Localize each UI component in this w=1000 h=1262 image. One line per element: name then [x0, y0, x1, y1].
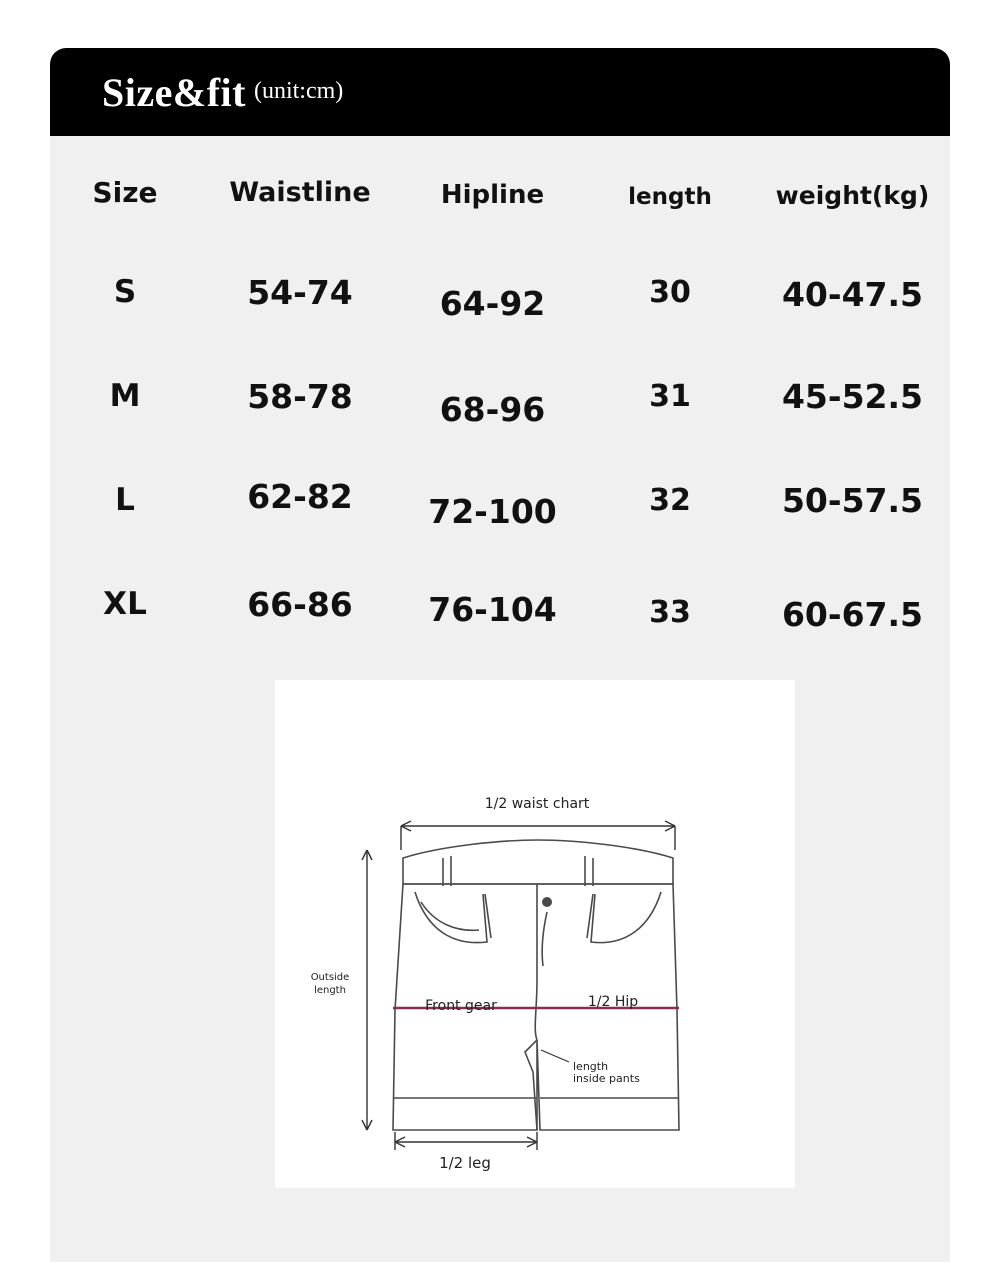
- inside-length-leader: [541, 1050, 569, 1062]
- label-half-leg: 1/2 leg: [439, 1154, 491, 1172]
- fly-seam: [535, 884, 537, 1040]
- cell-weight: 50-57.5: [781, 480, 924, 520]
- right-pocket: [591, 892, 661, 943]
- cell-weight: 45-52.5: [781, 376, 924, 416]
- waist-measure-arrow: [401, 821, 675, 850]
- cell-length: 33: [649, 594, 691, 630]
- cell-hipline: 76-104: [428, 589, 557, 629]
- cell-length: 31: [649, 378, 691, 414]
- cell-hipline: 68-96: [439, 389, 546, 429]
- half-leg-arrow: [395, 1132, 537, 1150]
- column-header-hipline: Hipline: [440, 180, 545, 210]
- label-outside-length: Outside: [310, 972, 350, 983]
- cell-waistline: 54-74: [247, 272, 353, 312]
- cell-waistline: 66-86: [247, 584, 353, 624]
- fly-stitch: [542, 912, 547, 966]
- column-header-length: length: [628, 184, 712, 210]
- column-header-size: Size: [92, 175, 158, 209]
- measurement-diagram: [275, 680, 795, 1188]
- diagram-labels: [311, 796, 640, 1172]
- table-row: [50, 344, 950, 448]
- cell-waistline: 62-82: [247, 476, 353, 516]
- shorts-outline-group: [393, 840, 679, 1130]
- cell-size: M: [109, 378, 141, 414]
- cell-weight: 60-67.5: [781, 594, 924, 634]
- table-row: [50, 240, 950, 344]
- size-table: [50, 144, 950, 656]
- cell-size: S: [113, 274, 137, 310]
- cell-size: L: [115, 482, 135, 518]
- label-front-gear: Front gear: [425, 998, 497, 1014]
- outside-length-arrow: [362, 850, 372, 1130]
- label-half-hip: 1/2 Hip: [587, 994, 639, 1010]
- cell-waistline: 58-78: [247, 376, 353, 416]
- cell-length: 30: [649, 274, 691, 310]
- cell-length: 32: [649, 482, 691, 518]
- cell-size: XL: [103, 586, 147, 622]
- label-inside-length-2: inside pants: [573, 1072, 640, 1085]
- table-row: [50, 448, 950, 552]
- cell-weight: 40-47.5: [781, 274, 924, 314]
- label-outside-length-2: length: [314, 985, 346, 996]
- unit-label: (unit:cm): [253, 77, 344, 104]
- inseam-left: [525, 1040, 537, 1130]
- table-header-row: [50, 144, 950, 240]
- label-inside-length: length: [573, 1060, 609, 1073]
- cell-hipline: 64-92: [439, 283, 546, 323]
- page-title: Size&fit: [102, 69, 246, 115]
- column-header-weight: weight(kg): [775, 180, 930, 210]
- button-icon: [542, 897, 552, 907]
- left-pocket-stitch: [421, 902, 479, 930]
- label-waist: 1/2 waist chart: [484, 796, 590, 812]
- left-pocket: [415, 892, 487, 943]
- column-header-waistline: Waistline: [229, 176, 371, 208]
- size-fit-card: [50, 48, 950, 1262]
- card-header: [50, 48, 950, 136]
- cell-hipline: 72-100: [428, 491, 557, 531]
- table-row: [50, 552, 950, 656]
